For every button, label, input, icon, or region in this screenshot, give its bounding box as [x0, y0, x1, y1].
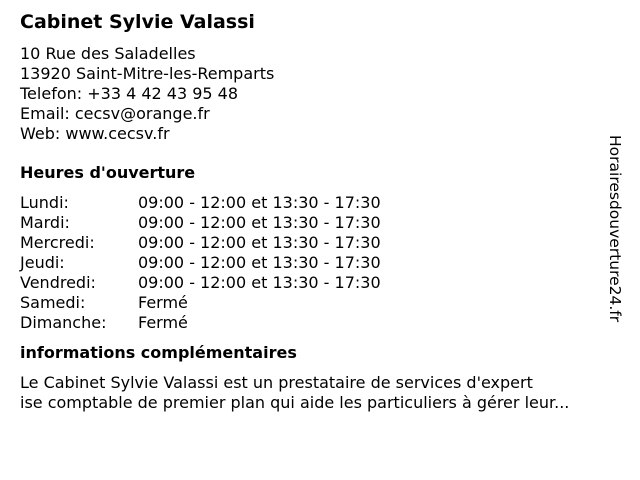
street-address: 10 Rue des Saladelles: [20, 44, 196, 63]
business-card: [20, 9, 610, 413]
hours-value: 09:00 - 12:00 et 13:30 - 17:30: [138, 193, 381, 212]
day-label: Jeudi:: [20, 253, 65, 272]
additional-info-heading: informations complémentaires: [20, 343, 297, 362]
hours-value: 09:00 - 12:00 et 13:30 - 17:30: [138, 233, 381, 252]
hours-row: [20, 193, 610, 213]
web-line: Web: www.cecsv.fr: [20, 124, 170, 143]
hours-value: 09:00 - 12:00 et 13:30 - 17:30: [138, 253, 381, 272]
hours-row: [20, 233, 610, 253]
email-line: Email: cecsv@orange.fr: [20, 104, 210, 123]
hours-row: [20, 293, 610, 313]
opening-hours-heading: Heures d'ouverture: [20, 163, 196, 182]
hours-value: Fermé: [138, 313, 188, 332]
site-watermark: Horairesdouverture24.fr: [606, 135, 624, 323]
day-label: Lundi:: [20, 193, 69, 212]
hours-value: 09:00 - 12:00 et 13:30 - 17:30: [138, 273, 381, 292]
hours-row: [20, 273, 610, 293]
city-address: 13920 Saint-Mitre-les-Remparts: [20, 64, 275, 83]
day-label: Dimanche:: [20, 313, 107, 332]
hours-value: 09:00 - 12:00 et 13:30 - 17:30: [138, 213, 381, 232]
description: [20, 373, 610, 413]
description-line: Le Cabinet Sylvie Valassi est un prestataire de services d'expert: [20, 373, 533, 392]
hours-row: [20, 213, 610, 233]
day-label: Samedi:: [20, 293, 86, 312]
opening-hours-table: [20, 193, 610, 333]
day-label: Vendredi:: [20, 273, 96, 292]
business-name: Cabinet Sylvie Valassi: [20, 11, 255, 33]
day-label: Mercredi:: [20, 233, 95, 252]
day-label: Mardi:: [20, 213, 70, 232]
phone-line: Telefon: +33 4 42 43 95 48: [20, 84, 239, 103]
description-line: ise comptable de premier plan qui aide les particuliers à gérer leur...: [20, 393, 570, 412]
hours-row: [20, 313, 610, 333]
address-block: [20, 44, 610, 144]
hours-value: Fermé: [138, 293, 188, 312]
hours-row: [20, 253, 610, 273]
